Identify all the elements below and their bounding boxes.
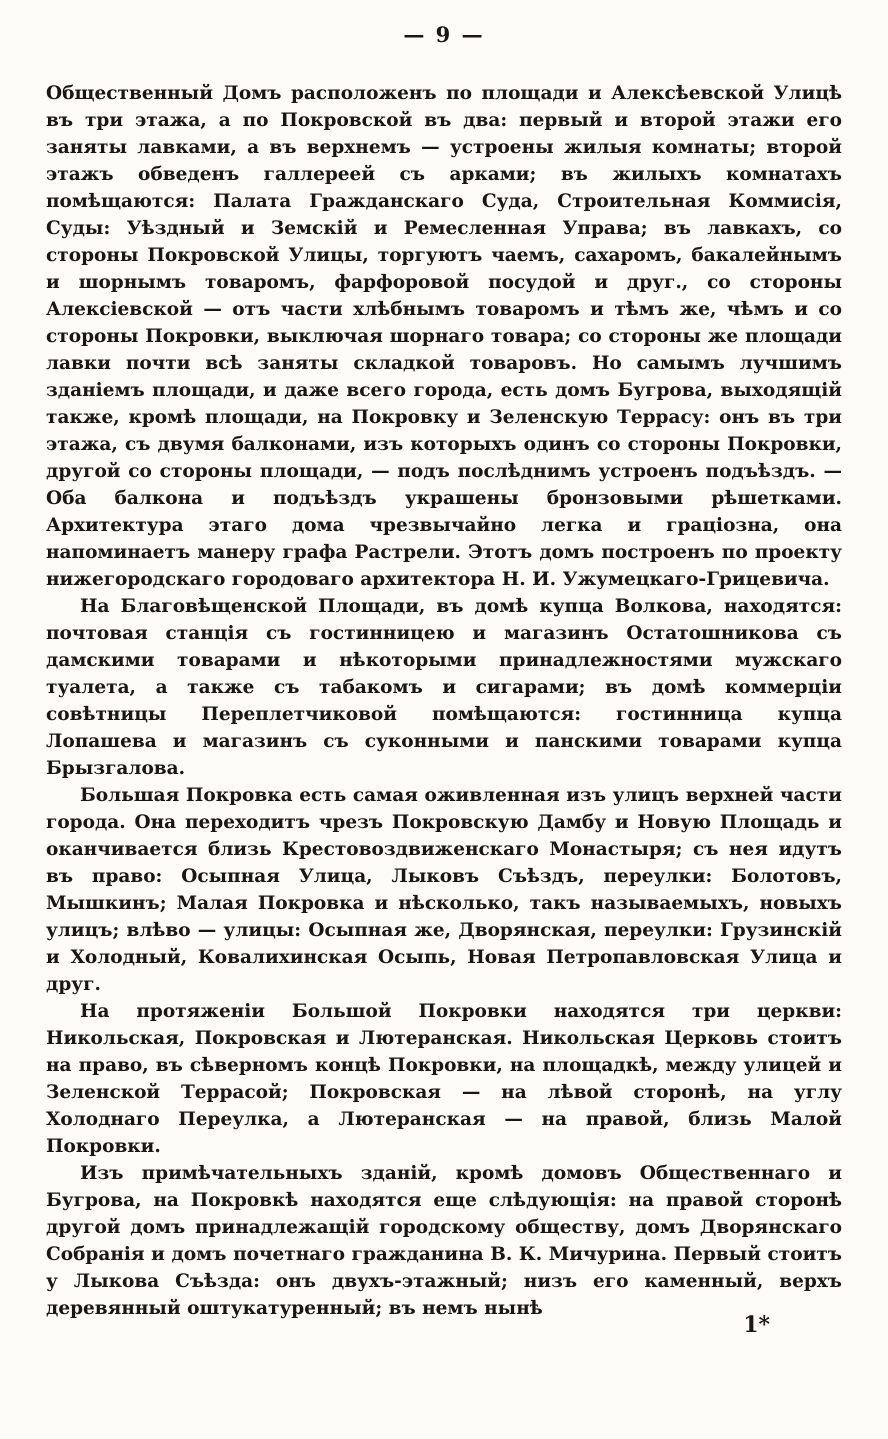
paragraph: На Благовѣщенской Площади, въ домѣ купца Волкова, находятся: почтовая станція съ гостинницею и магазинъ Остатошникова съ дамскими товарами и нѣкоторыми принадлежностями мужскаго туалета, а также съ табакомъ и сигарами; въ домѣ коммерціи совѣтницы Переплетчиковой помѣщаются: гостинница купца Лопашева и магазинъ съ суконными и панскими товарами купца Брызгалова. [46,596,842,779]
signature-mark: 1* [743,1312,770,1338]
text-block [46,80,842,1322]
paragraph: Общественный Домъ расположенъ по площади и Алексѣевской Улицѣ въ три этажа, а по Покровской въ два: первый и второй этажи его заняты лавками, а въ верхнемъ — устроены жилыя комнаты; второй этажъ обведенъ галлереей съ арками; въ жилыхъ комнатахъ помѣщаются: Палата Гражданскаго Суда, Строительная Коммисія, Суды: Уѣздный и Земскій и Ремесленная Управа; въ лавкахъ, со стороны Покровской Улицы, торгуютъ чаемъ, сахаромъ, бакалейнымъ и шорнымъ товаромъ, фарфоровой посудой и друг., со стороны Алексіевской — отъ части хлѣбнымъ товаромъ и тѣмъ же, чѣмъ и со стороны Покровки, выключая шорнаго товара; со стороны же площади лавки почти всѣ заняты складкой товаровъ. Но самымъ лучшимъ зданіемъ площади, и даже всего города, есть домъ Бугрова, выходящій также, кромѣ площади, на Покровку и Зеленскую Террасу: онъ въ три этажа, съ двумя балконами, изъ которыхъ одинъ со стороны Покровки, другой со стороны площади, — подъ послѣднимъ устроенъ подъѣздъ. — Оба балкона и подъѣздъ украшены бронзовыми рѣшетками. Архитектура этаго дома чрезвычайно легка и граціозна, она напоминаетъ манеру графа Растрели. Этотъ домъ построенъ по проекту нижегородскаго городоваго архитектора Н. И. Ужумецкаго-Грицевича. [46,83,842,590]
paragraph: Большая Покровка есть самая оживленная изъ улицъ верхней части города. Она переходитъ чрезъ Покровскую Дамбу и Новую Площадь и оканчивается близь Крестовоздвиженскаго Монастыря; съ нея идутъ въ право: Осыпная Улица, Лыковъ Съѣздъ, переулки: Болотовъ, Мышкинъ; Малая Покровка и нѣсколько, такъ называемыхъ, новыхъ улицъ; влѣво — улицы: Осыпная же, Дворянская, переулки: Грузинскій и Холодный, Ковалихинская Осыпь, Новая Петропавловская Улица и друг. [46,785,842,995]
paragraph: Изъ примѣчательныхъ зданій, кромѣ домовъ Общественнаго и Бугрова, на Покровкѣ находятся еще слѣдующія: на правой сторонѣ другой домъ принадлежащій городскому обществу, домъ Дворянскаго Собранія и домъ почетнаго гражданина В. К. Мичурина. Первый стоитъ у Лыкова Съѣзда: онъ двухъ-этажный; низъ его каменный, верхъ деревянный оштукатуренный; въ немъ нынѣ [46,1163,842,1319]
paragraph: На протяженіи Большой Покровки находятся три церкви: Никольская, Покровская и Лютеранская. Никольская Церковь стоитъ на право, въ сѣверномъ концѣ Покровки, на площадкѣ, между улицей и Зеленской Террасой; Покровская — на лѣвой сторонѣ, на углу Холоднаго Переулка, а Лютеранская — на правой, близь Малой Покровки. [46,1001,842,1157]
page-number: — 9 — [403,22,485,47]
